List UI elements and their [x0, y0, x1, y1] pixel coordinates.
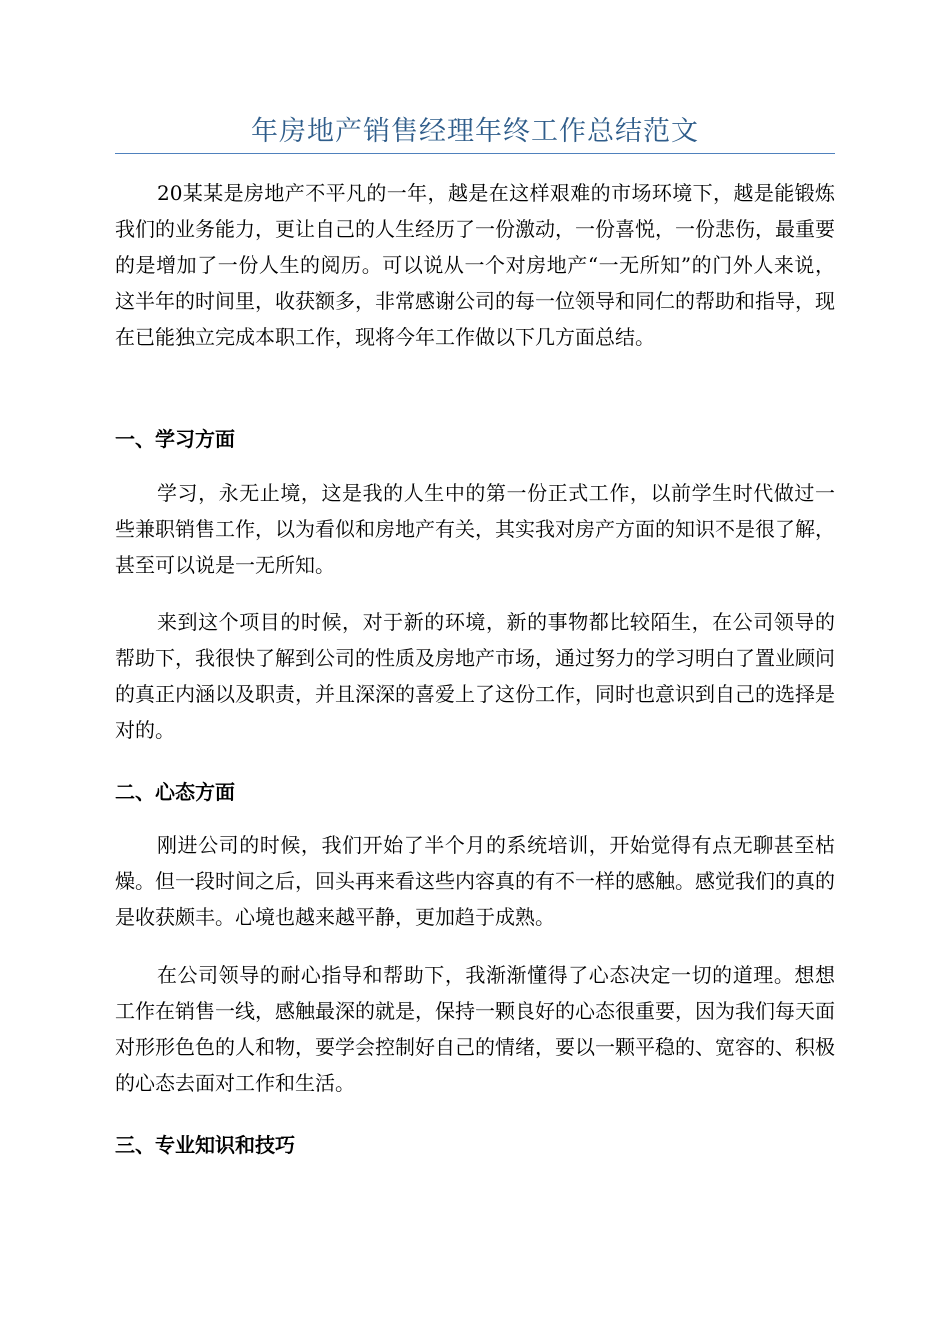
- study-paragraph-1: 学习，永无止境，这是我的人生中的第一份正式工作，以前学生时代做过一些兼职销售工作，以为看似和房地产有关，其实我对房产方面的知识不是很了解，甚至可以说是一无所知。: [115, 481, 835, 577]
- study-paragraph-2: 来到这个项目的时候，对于新的环境，新的事物都比较陌生，在公司领导的帮助下，我很快了解到公司的性质及房地产市场，通过努力的学习明白了置业顾问的真正内涵以及职责，并且深深的喜爱上了这份工作，同时也意识到自己的选择是对的。: [115, 610, 835, 742]
- title-underline: [115, 153, 835, 154]
- section-heading-skills: 三、专业知识和技巧: [115, 1133, 295, 1157]
- mindset-paragraph-2: 在公司领导的耐心指导和帮助下，我渐渐懂得了心态决定一切的道理。想想工作在销售一线，感触最深的就是，保持一颗良好的心态很重要，因为我们每天面对形形色色的人和物，要学会控制好自己的情绪，要以一颗平稳的、宽容的、积极的心态去面对工作和生活。: [115, 963, 835, 1095]
- mindset-paragraph-1: 刚进公司的时候，我们开始了半个月的系统培训，开始觉得有点无聊甚至枯燥。但一段时间之后，回头再来看这些内容真的有不一样的感触。感觉我们的真的是收获颇丰。心境也越来越平静，更加趋于成熟。: [115, 833, 835, 929]
- section-heading-mindset: 二、心态方面: [115, 780, 235, 804]
- document-title: 年房地产销售经理年终工作总结范文: [251, 116, 699, 147]
- section-heading-study: 一、学习方面: [115, 427, 235, 451]
- intro-paragraph: 20某某是房地产不平凡的一年，越是在这样艰难的市场环境下，越是能锻炼我们的业务能力，更让自己的人生经历了一份激动，一份喜悦，一份悲伤，最重要的是增加了一份人生的阅历。可以说从一个对房地产“一无所知”的门外人来说，这半年的时间里，收获额多，非常感谢公司的每一位领导和同仁的帮助和指导，现在已能独立完成本职工作，现将今年工作做以下几方面总结。: [115, 181, 835, 349]
